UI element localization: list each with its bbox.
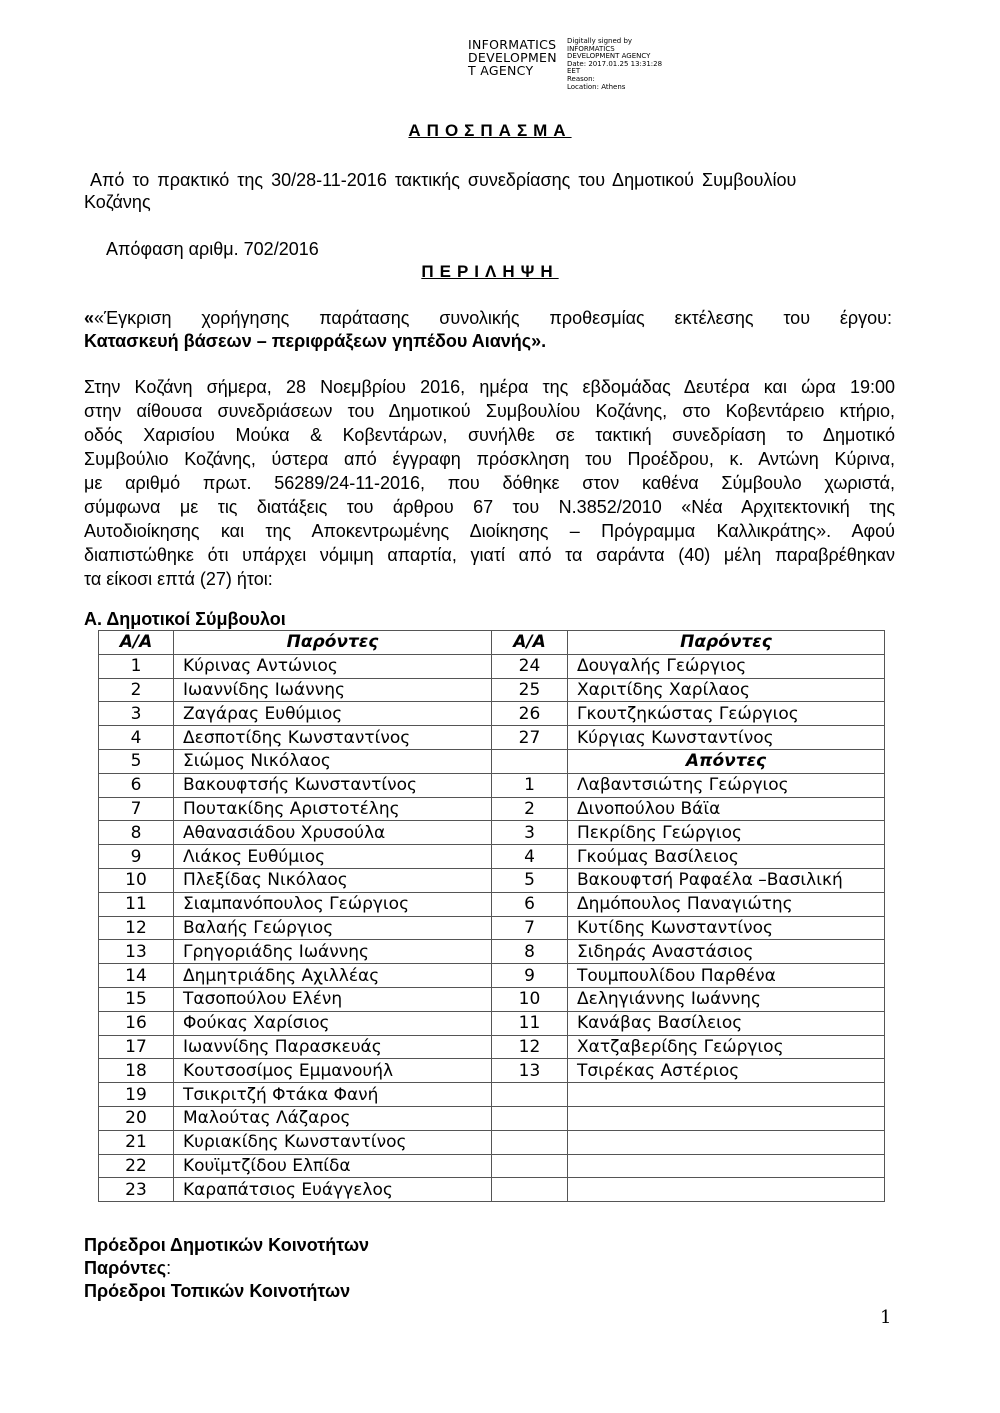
body-line: στην αίθουσα συνεδριάσεων του Δημοτικού Συμβουλίου Κοζάνης, στο Κοβεντάρειο κτήριο, [84,401,895,421]
member-number: 4 [99,726,174,750]
attendance-table [98,630,885,1202]
table-header-row [99,631,885,655]
member-number: 19 [99,1083,174,1107]
column-header-number: Α/Α [492,631,568,655]
table-row [99,1130,885,1154]
member-number: 3 [492,821,568,845]
body-line: Στην Κοζάνη σήμερα, 28 Νοεμβρίου 2016, ημέρα της εβδομάδας Δευτέρα και ώρα 19:00 [84,377,895,397]
member-name: Σιαμπανόπουλος Γεώργιος [174,892,492,916]
member-number: 7 [99,797,174,821]
member-name: Κουτσοσίμος Εμμανουήλ [174,1059,492,1083]
body-line: Αυτοδιοίκησης και της Αποκεντρωμένης Διοίκησης – Πρόγραμμα Καλλικράτης». Αφού [84,521,895,541]
member-name: Γκούμας Βασίλειος [568,845,885,869]
member-name: Κανάβας Βασίλειος [568,1011,885,1035]
column-header-number: Α/Α [99,631,174,655]
table-row [99,749,885,773]
member-number: 12 [99,916,174,940]
signature-details [567,38,662,91]
table-row [99,654,885,678]
absent-header: Απόντες [568,749,885,773]
table-row [99,702,885,726]
member-name: Πλεξίδας Νικόλαος [174,868,492,892]
member-number [492,1083,568,1107]
member-number: 13 [492,1059,568,1083]
member-name: Πουτακίδης Αριστοτέλης [174,797,492,821]
table-row [99,868,885,892]
member-name: Δινοπούλου Βάϊα [568,797,885,821]
table-row [99,797,885,821]
member-number: 2 [492,797,568,821]
signer-name-line: INFORMATICS [468,37,557,52]
member-name: Κουϊμτζίδου Ελπίδα [174,1154,492,1178]
body-paragraph [84,375,895,591]
member-name: Δεληγιάννης Ιωάννης [568,987,885,1011]
member-number [492,1178,568,1202]
member-number: 5 [99,749,174,773]
member-name: Κυριακίδης Κωνσταντίνος [174,1130,492,1154]
source-line: Από το πρακτικό της 30/28-11-2016 τακτικής συνεδρίασης του Δημοτικού Συμβουλίου [90,170,797,190]
member-name: Τσιρέκας Αστέριος [568,1059,885,1083]
body-line: Συμβούλιο Κοζάνης, ύστερα από έγγραφη πρόσκληση του Προέδρου, κ. Αντώνη Κύρινα, [84,449,895,469]
member-name: Δουγαλής Γεώργιος [568,654,885,678]
member-number: 9 [492,964,568,988]
signature-detail-line: Digitally signed by [567,37,633,45]
member-number: 9 [99,845,174,869]
table-row [99,1083,885,1107]
member-name [568,1130,885,1154]
column-header-present: Παρόντες [568,631,885,655]
table-row [99,1178,885,1202]
signature-detail-line: INFORMATICS [567,44,615,53]
member-name: Δημόπουλος Παναγιώτης [568,892,885,916]
member-number: 24 [492,654,568,678]
signer-name [468,38,557,77]
body-line: διαπιστώθηκε ότι υπάρχει νόμιμη απαρτία, γιατί από τα σαράντα (40) μέλη παραβρέθηκαν [84,545,895,565]
community-presidents-heading: Πρόεδροι Δημοτικών Κοινοτήτων [84,1235,370,1255]
member-name: Τουμπουλίδου Παρθένα [568,964,885,988]
member-number: 4 [492,845,568,869]
signature-date: Date: 2017.01.25 13:31:28 [567,59,663,68]
member-name: Ιωαννίδης Παρασκευάς [174,1035,492,1059]
table-row [99,678,885,702]
member-number: 20 [99,1106,174,1130]
table-row [99,916,885,940]
present-label [84,1258,171,1279]
table-row [99,1154,885,1178]
decision-number: Απόφαση αριθμ. 702/2016 [106,239,319,259]
member-name: Δημητριάδης Αχιλλέας [174,964,492,988]
member-number: 1 [99,654,174,678]
member-name: Πεκρίδης Γεώργιος [568,821,885,845]
member-number: 16 [99,1011,174,1035]
member-name [568,1154,885,1178]
table-row [99,987,885,1011]
body-line: τα είκοσι επτά (27) ήτοι: [84,569,273,589]
member-name: Σιδηράς Αναστάσιος [568,940,885,964]
member-name: Χαριτίδης Χαρίλαος [568,678,885,702]
table-row [99,845,885,869]
local-presidents-heading: Πρόεδροι Τοπικών Κοινοτήτων [84,1281,351,1301]
member-number: 26 [492,702,568,726]
section-heading-councillors: Α. Δημοτικοί Σύμβουλοι [84,609,286,629]
member-name: Λιάκος Ευθύμιος [174,845,492,869]
member-name: Ιωαννίδης Ιωάννης [174,678,492,702]
member-name: Τασοπούλου Ελένη [174,987,492,1011]
table-row [99,1011,885,1035]
member-name [568,1083,885,1107]
member-name: Μαλούτας Λάζαρος [174,1106,492,1130]
member-name [568,1178,885,1202]
member-name: Καραπάτσιος Ευάγγελος [174,1178,492,1202]
member-number: 8 [99,821,174,845]
member-number: 10 [492,987,568,1011]
member-number: 6 [99,773,174,797]
member-name: Τσικριτζή Φτάκα Φανή [174,1083,492,1107]
table-row [99,964,885,988]
project-title: Κατασκευή βάσεων – περιφράξεων γηπέδου Αιανής». [84,331,547,351]
member-number: 13 [99,940,174,964]
member-number: 18 [99,1059,174,1083]
present-colon: : [166,1258,172,1278]
member-number: 11 [492,1011,568,1035]
member-number: 11 [99,892,174,916]
member-number: 10 [99,868,174,892]
body-line: σύμφωνα με τις διατάξεις του άρθρου 67 του Ν.3852/2010 «Νέα Αρχιτεκτονική της [84,497,895,517]
member-number: 27 [492,726,568,750]
source-line-continued: Κοζάνης [84,192,151,212]
member-name: Κύργιας Κωνσταντίνος [568,726,885,750]
member-number [492,1106,568,1130]
signature-location: Location: Athens [567,82,626,91]
table-row [99,773,885,797]
member-name: Κύρινας Αντώνιος [174,654,492,678]
member-number: 1 [492,773,568,797]
page-number: 1 [880,1307,892,1328]
member-number: 3 [99,702,174,726]
member-number [492,1154,568,1178]
member-name: Γκουτζηκώστας Γεώργιος [568,702,885,726]
document-title: ΑΠΟΣΠΑΣΜΑ [408,121,572,140]
member-name: Βακουφτσής Κωνσταντίνος [174,773,492,797]
signature-reason: Reason: [567,74,595,83]
member-number [492,749,568,773]
member-name: Βαλαής Γεώργιος [174,916,492,940]
table-row [99,1035,885,1059]
signer-name-line: T AGENCY [468,63,534,78]
body-line: οδός Χαρισίου Μούκα & Κοβεντάρων, συνήλθε σε τακτική συνεδρίαση το Δημοτικό [84,425,895,445]
present-label-text: Παρόντες [84,1258,167,1278]
member-name [568,1106,885,1130]
member-name: Γρηγοριάδης Ιωάννης [174,940,492,964]
subject-line [84,306,892,330]
column-header-present: Παρόντες [174,631,492,655]
member-number: 15 [99,987,174,1011]
member-number: 6 [492,892,568,916]
member-number: 7 [492,916,568,940]
table-row [99,726,885,750]
member-number: 14 [99,964,174,988]
member-number: 5 [492,868,568,892]
member-name: Δεσποτίδης Κωνσταντίνος [174,726,492,750]
table-row [99,892,885,916]
member-name: Βακουφτσή Ραφαέλα –Βασιλική [568,868,885,892]
member-name: Χατζαβερίδης Γεώργιος [568,1035,885,1059]
member-name: Λαβαντσιώτης Γεώργιος [568,773,885,797]
summary-title: ΠΕΡΙΛΗΨΗ [421,262,559,281]
member-number: 23 [99,1178,174,1202]
member-number: 12 [492,1035,568,1059]
member-number: 8 [492,940,568,964]
attendance-table-body [99,631,885,1202]
digital-signature-stamp [468,38,688,98]
subject-text: «Έγκριση χορήγησης παράτασης συνολικής προθεσμίας εκτέλεσης του έργου: [94,308,892,328]
member-name: Αθανασιάδου Χρυσούλα [174,821,492,845]
member-number: 22 [99,1154,174,1178]
open-quote: « [84,308,95,328]
member-name: Ζαγάρας Ευθύμιος [174,702,492,726]
table-row [99,940,885,964]
signer-name-line: DEVELOPMEN [468,50,557,65]
signature-detail-line: DEVELOPMENT AGENCY [567,52,651,61]
member-number: 2 [99,678,174,702]
member-name: Φούκας Χαρίσιος [174,1011,492,1035]
signature-detail-line: EET [567,67,581,76]
table-row [99,821,885,845]
member-number: 25 [492,678,568,702]
table-row [99,1106,885,1130]
member-name: Σιώμος Νικόλαος [174,749,492,773]
member-number: 21 [99,1130,174,1154]
body-line: με αριθμό πρωτ. 56289/24-11-2016, που δόθηκε στον καθένα Σύμβουλο χωριστά, [84,473,895,493]
member-number [492,1130,568,1154]
member-number: 17 [99,1035,174,1059]
table-row [99,1059,885,1083]
member-name: Κυτίδης Κωνσταντίνος [568,916,885,940]
